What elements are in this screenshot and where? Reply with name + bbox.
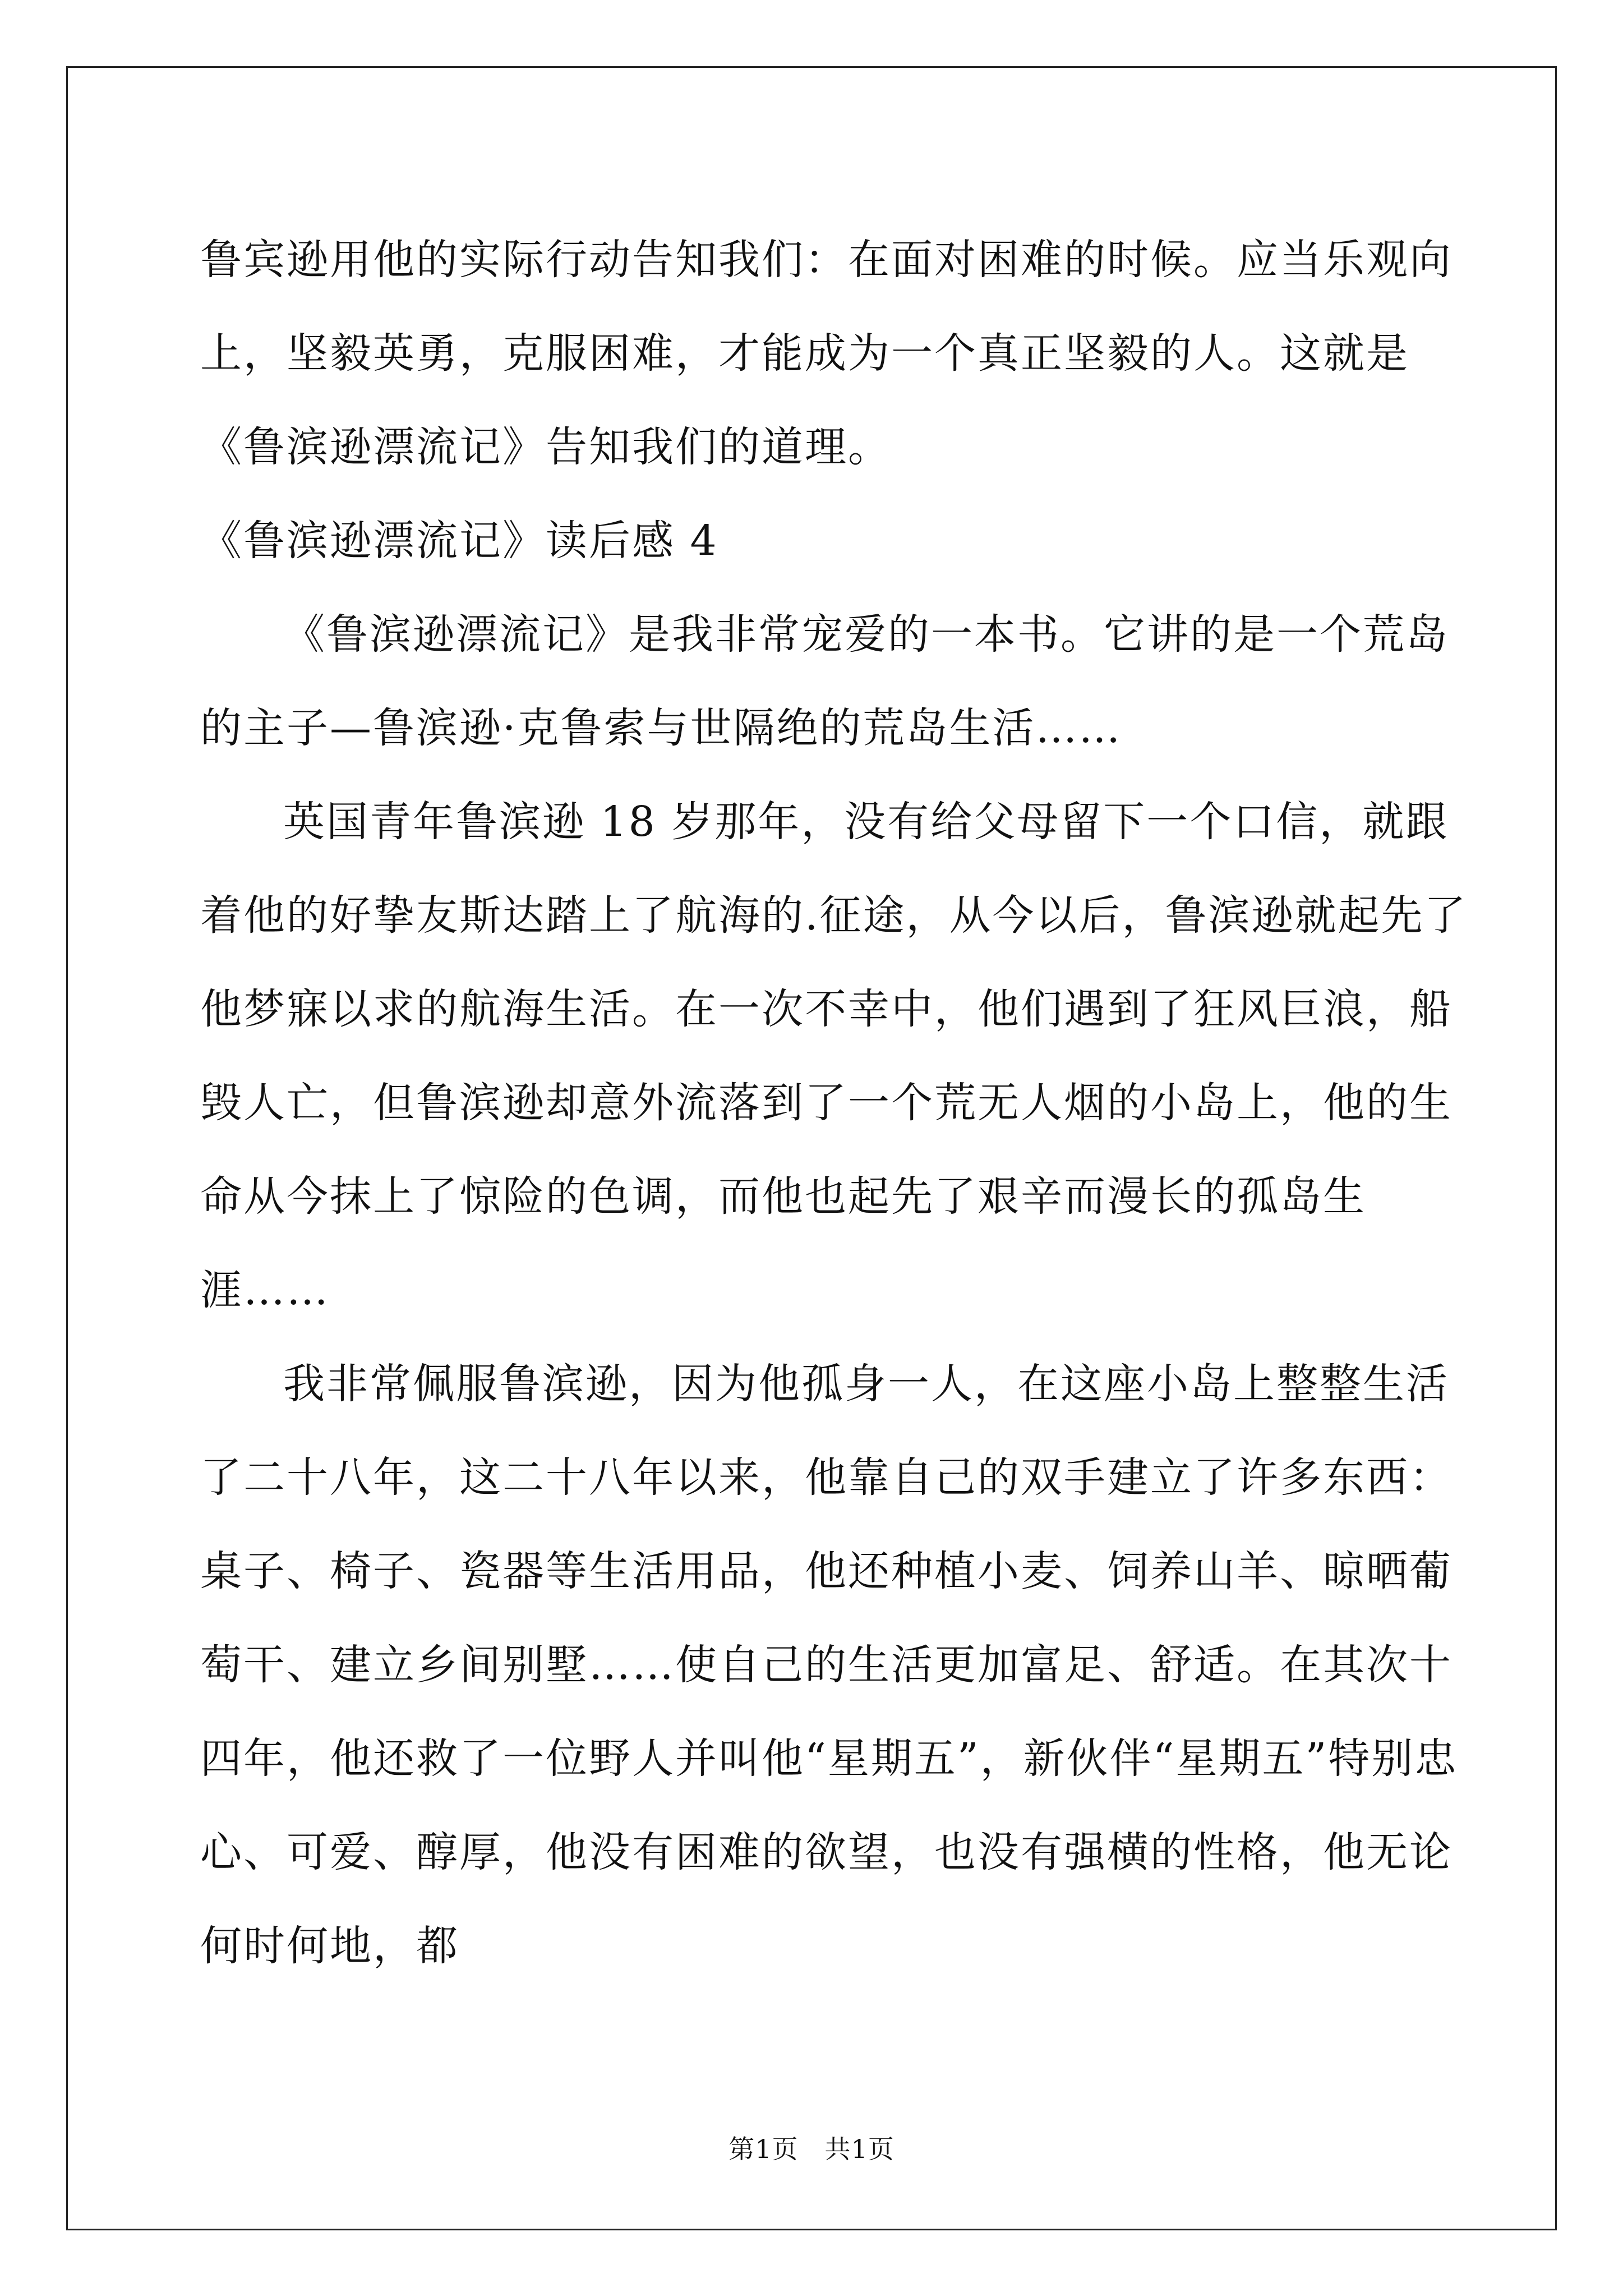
section-heading: 《鲁滨逊漂流记》读后感 4 [200,517,718,565]
paragraph-3: 英国青年鲁滨逊 18 岁那年，没有给父母留下一个口信，就跟着他的好挚友斯达踏上了航海的.征途，从今以后，鲁滨逊就起先了他梦寐以求的航海生活。在一次不幸中，他们遇到了狂风巨浪，船毁人亡，但鲁滨逊却意外流落到了一个荒无人烟的小岛上，他的生命从今抹上了惊险的色调，而他也起先了艰辛而漫长的孤岛生涯…… [200,798,1468,1314]
paragraph-4: 我非常佩服鲁滨逊，因为他孤身一人，在这座小岛上整整生活了二十八年，这二十八年以来，他靠自己的双手建立了许多东西：桌子、椅子、瓷器等生活用品，他还种植小麦、饲养山羊、晾晒葡萄干、建立乡间别墅……使自己的生活更加富足、舒适。在其次十四年，他还救了一位野人并叫他“星期五”，新伙伴“星期五”特别忠心、可爱、醇厚，他没有困难的欲望，也没有强横的性格，他无论何时何地，都 [200,1360,1458,1970]
paragraph-1: 鲁宾逊用他的实际行动告知我们：在面对困难的时候。应当乐观向上，坚毅英勇，克服困难，才能成为一个真正坚毅的人。这就是《鲁滨逊漂流记》告知我们的道理。 [200,236,1453,471]
paragraph-2: 《鲁滨逊漂流记》是我非常宠爱的一本书。它讲的是一个荒岛的主子—鲁滨逊·克鲁索与世隔绝的荒岛生活…… [200,610,1449,752]
page-footer: 第1页 共1页 [728,2134,895,2164]
document-body [200,213,1468,1993]
